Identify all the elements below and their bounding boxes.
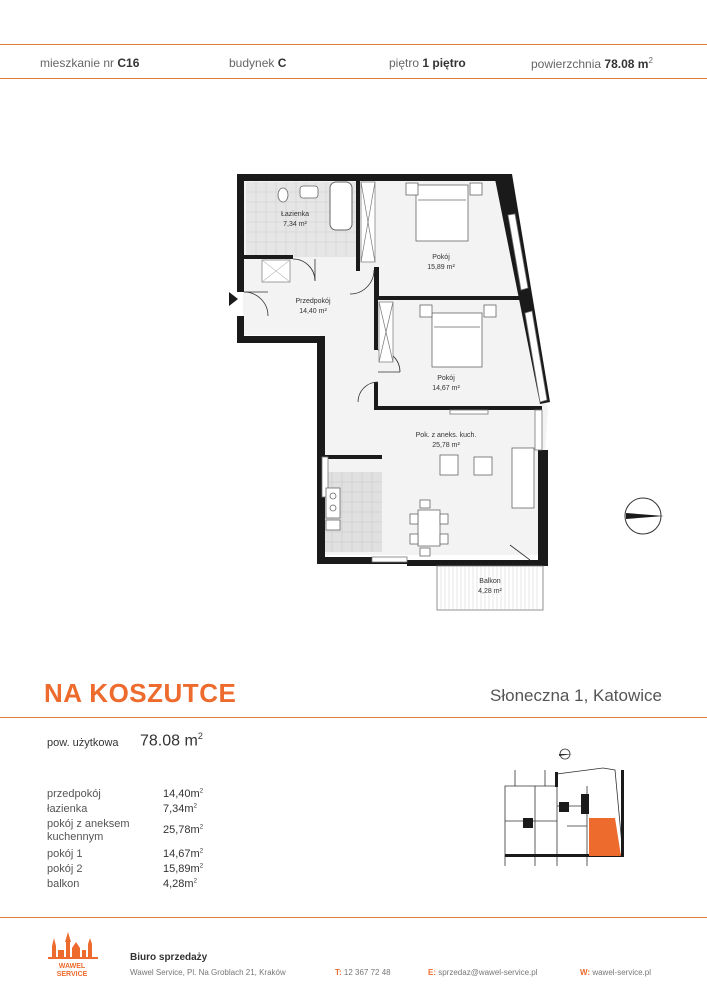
website-contact: W: wawel-service.pl — [580, 968, 651, 977]
email-contact: E: sprzedaz@wawel-service.pl — [428, 968, 538, 977]
room-area: 15,89 m² — [427, 264, 455, 271]
footer-rule — [0, 917, 707, 918]
room-list-label: balkon — [47, 878, 80, 890]
email-link[interactable]: sprzedaz@wawel-service.pl — [438, 968, 538, 977]
room-area: 14,40 m² — [299, 308, 327, 315]
room-name: Balkon — [479, 578, 501, 585]
header-top-rule — [0, 44, 707, 45]
website-link[interactable]: wawel-service.pl — [592, 968, 651, 977]
room-name: Pok. z aneks. kuch. — [415, 432, 477, 439]
floor: piętro 1 piętro — [389, 56, 466, 70]
phone-contact: T: 12 367 72 48 — [335, 968, 391, 977]
sales-office-title: Biuro sprzedaży — [130, 952, 208, 963]
logo-text-line2: SERVICE — [56, 971, 88, 978]
room-list-label: łazienka — [47, 803, 88, 815]
room-list-label: przedpokój — [47, 788, 101, 800]
header-bottom-rule — [0, 78, 707, 79]
room-list-label: pokój 2 — [47, 863, 83, 875]
room-list-label: pokój 1 — [47, 848, 83, 860]
logo-text-line1: WAWEL — [58, 963, 86, 970]
room-list-value: $25,78m^2$ — [163, 824, 204, 836]
entry-arrow-icon — [229, 292, 238, 306]
room-list-value: $7,34m^2$ — [163, 803, 197, 815]
room-name: Pokój — [432, 254, 450, 261]
room-list-value: $4,28m^2$ — [163, 878, 197, 890]
wawel-service-logo — [44, 930, 106, 978]
apartment-location-highlight — [589, 818, 621, 856]
building-location-map — [495, 746, 635, 871]
room-name: Pokój — [437, 375, 455, 382]
room-name: Łazienka — [280, 211, 310, 218]
room-list-value: $14,40m^2$ — [163, 788, 204, 800]
room-list-value: $15,89m^2$ — [163, 863, 204, 875]
room-list-label: pokój z aneksem kuchennym — [47, 818, 130, 843]
compass-icon — [625, 498, 664, 534]
usable-area-value: 78.08 $m^2$ — [140, 731, 203, 750]
building: budynek C — [229, 56, 287, 70]
apartment-number: mieszkanie nr C16 — [40, 56, 140, 70]
room-area: 4,28 m² — [478, 588, 502, 595]
room-area: 14,67 m² — [432, 385, 460, 392]
total-area: powierzchnia 78.08 $m^2$ — [531, 56, 653, 71]
room-name: Przedpokój — [295, 298, 331, 305]
phone-link[interactable]: 12 367 72 48 — [343, 968, 391, 977]
room-area: 7,34 m² — [283, 221, 307, 228]
section-rule — [0, 717, 707, 718]
floor-plan — [0, 150, 707, 620]
project-title: NA KOSZUTCE — [44, 678, 237, 708]
project-address: Słoneczna 1, Katowice — [490, 686, 662, 705]
usable-area-label: pow. użytkowa — [47, 737, 119, 749]
room-area: 25,78 m² — [432, 442, 460, 449]
room-list-value: $14,67m^2$ — [163, 848, 204, 860]
sales-office-address: Wawel Service, Pl. Na Groblach 21, Kraków — [130, 968, 286, 977]
